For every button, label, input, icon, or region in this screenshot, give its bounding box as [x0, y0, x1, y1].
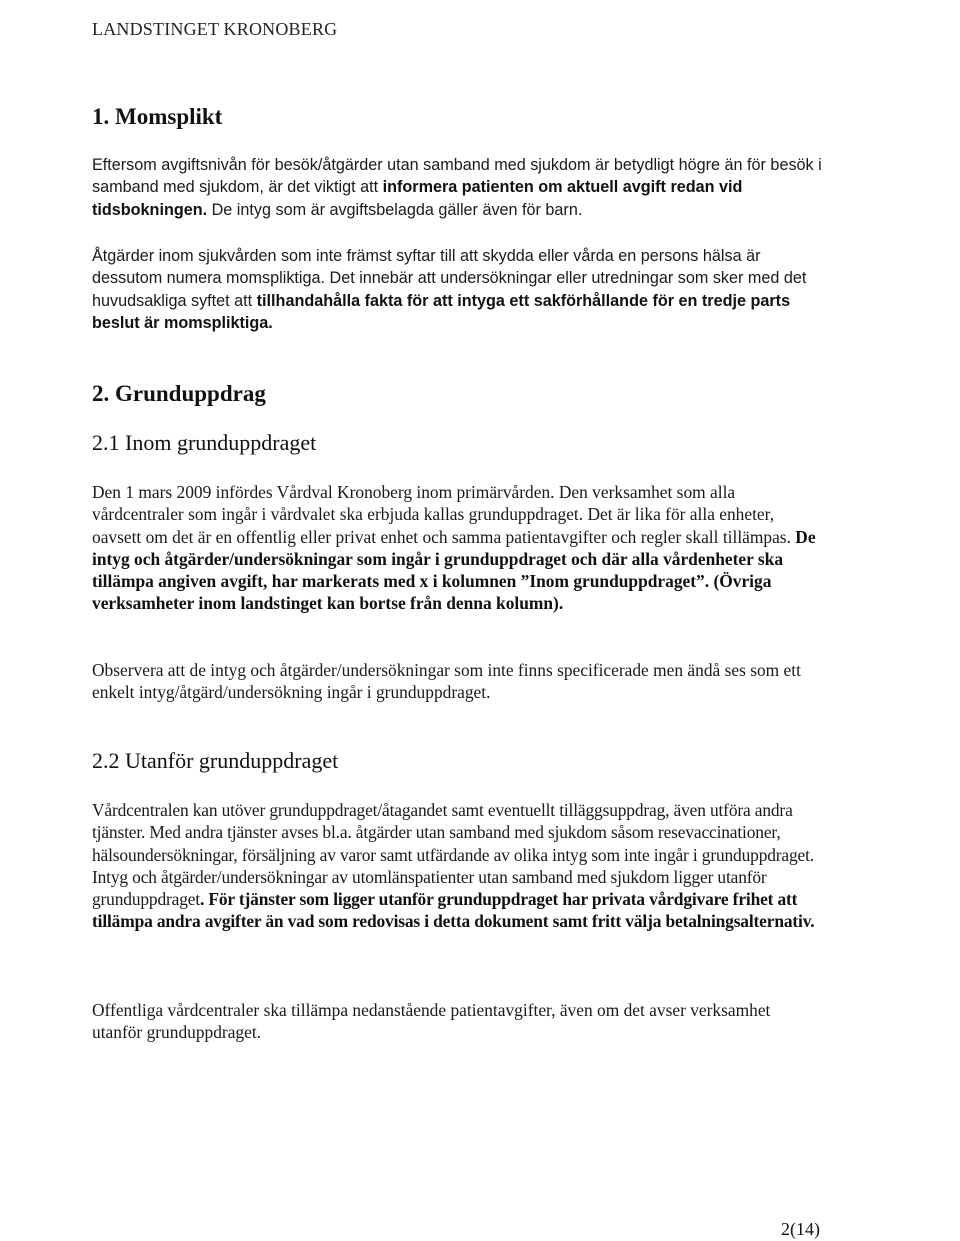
subsection-heading-inom: 2.1 Inom grunduppdraget — [92, 430, 317, 455]
paragraph-inom-2: Observera att de intyg och åtgärder/undersökningar som inte finns specificerade men ändå ses som ett enkelt intyg/åtgärd/undersökning ingår i grunduppdraget. — [92, 660, 801, 703]
subsection-heading-utanfor: 2.2 Utanför grunduppdraget — [92, 748, 339, 773]
section-heading-momsplikt: 1. Momsplikt — [92, 104, 223, 129]
paragraph-inom-1 — [92, 481, 822, 615]
document-header: LANDSTINGET KRONOBERG — [92, 19, 338, 39]
text-run: Eftersom avgiftsnivån för besök/åtgärder utan samband med sjukdom är betydligt högre än för besök i samband med sjukdom, är det viktigt att — [92, 156, 822, 197]
bold-text-run: . För tjänster som ligger utanför grunduppdraget har privata vårdgivare frihet att tillämpa andra avgifter än vad som redovisas i detta dokument samt fritt välja betalningsalternativ. — [92, 889, 815, 932]
paragraph-utanfor-1 — [92, 799, 822, 933]
bold-text-run: informera patienten om aktuell avgift redan vid tidsbokningen. — [92, 178, 743, 219]
section-heading-grunduppdrag: 2. Grunduppdrag — [92, 381, 266, 406]
text-run: De intyg som är avgiftsbelagda gäller även för barn. — [207, 200, 583, 219]
bold-text-run: tillhandahålla fakta för att intyga ett sakförhållande för en tredje parts beslut är momspliktiga. — [92, 291, 791, 332]
paragraph-momsplikt-1 — [92, 154, 822, 221]
paragraph-momsplikt-2 — [92, 245, 822, 334]
text-run: Den 1 mars 2009 infördes Vårdval Kronoberg inom primärvården. Den verksamhet som alla vårdcentraler som ingår i vårdvalet ska erbjuda kallas grunduppdraget. Det är lika för alla enheter, oavsett om det är en offentlig eller privat enhet och samma patientavgifter och regler skall tillämpas. — [92, 482, 796, 547]
page-number: 2(14) — [781, 1219, 820, 1239]
text-run: Vårdcentralen kan utöver grunduppdraget/åtagandet samt eventuellt tilläggsuppdrag, även utföra andra tjänster. Med andra tjänster avses bl.a. åtgärder utan samband med sjukdom såsom resevaccinationer, hälsoundersökningar, försäljning av varor samt utfärdande av olika intyg som inte ingår i grunduppdraget. Intyg och åtgärder/undersökningar av utomlänspatienter utan samband med sjukdom ligger utanför grunduppdraget — [92, 800, 814, 910]
paragraph-utanfor-2: Offentliga vårdcentraler ska tillämpa nedanstående patientavgifter, även om det avser verksamhet utanför grunduppdraget. — [92, 1000, 771, 1043]
text-run: Åtgärder inom sjukvården som inte främst syftar till att skydda eller vårda en persons hälsa är dessutom numera momspliktiga. Det innebär att undersökningar eller utredningar som sker med det huvudsakliga syftet att — [92, 247, 807, 310]
bold-text-run: De intyg och åtgärder/undersökningar som ingår i grunduppdraget och där alla vårdenheter ska tillämpa angiven avgift, har markerats med x i kolumnen ”Inom grunduppdraget”. (Övriga verksamheter inom landstinget kan bortse från denna kolumn). — [92, 526, 816, 614]
